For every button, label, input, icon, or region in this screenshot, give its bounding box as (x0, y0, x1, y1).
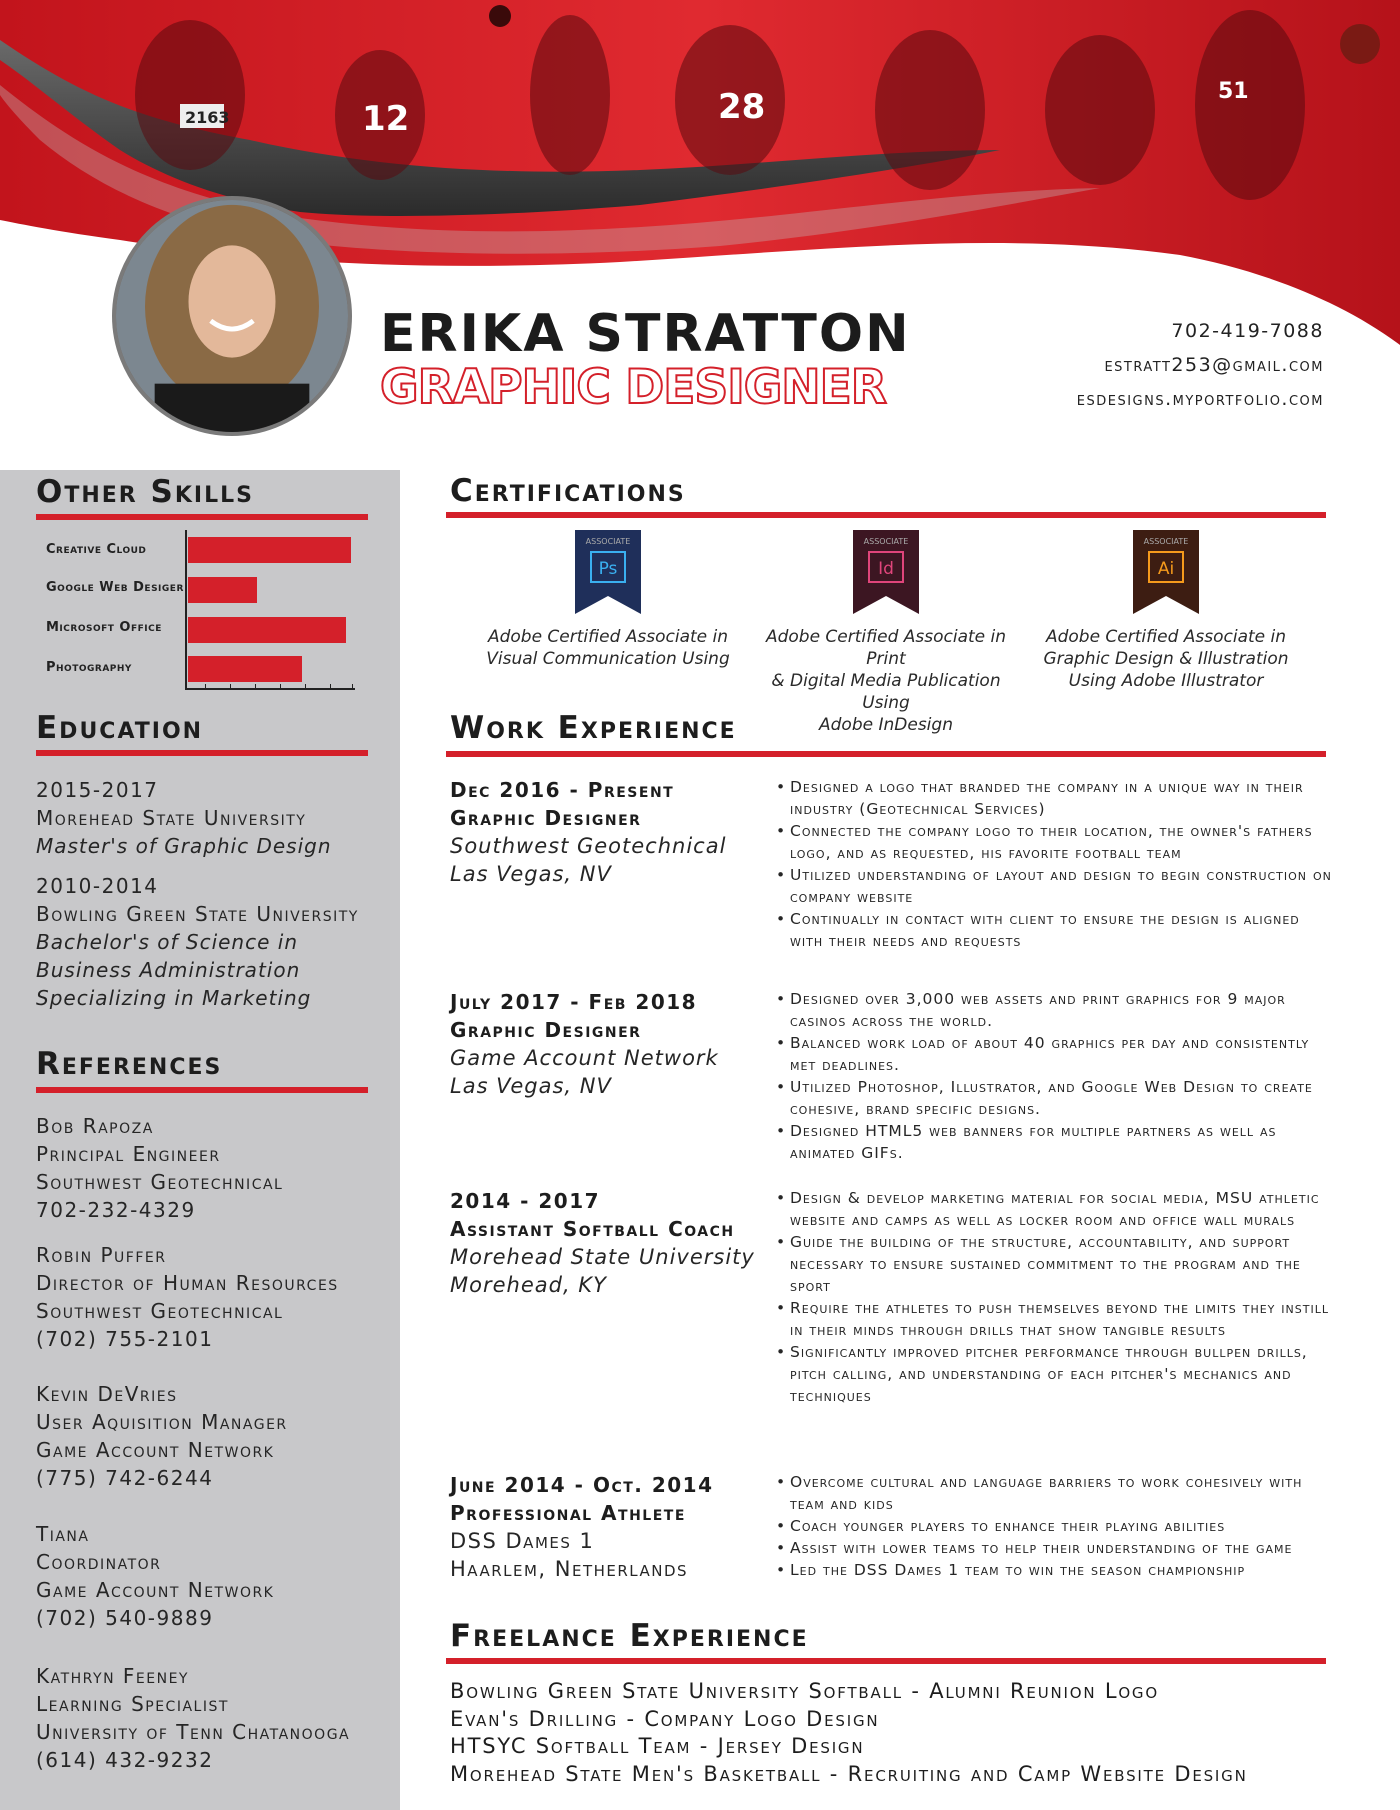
reference-role: Director of Human Resources (36, 1271, 339, 1295)
reference-entry (36, 1112, 283, 1224)
profile-photo (112, 196, 352, 436)
education-school: Bowling Green State University (36, 902, 359, 926)
athlete-hockey (875, 30, 985, 190)
skill-label: Microsoft Office (46, 620, 162, 635)
job-bullets (776, 1471, 1336, 1581)
jersey-51: 51 (1218, 79, 1249, 104)
reference-org: Game Account Network (36, 1438, 275, 1462)
freelance-rule (446, 1658, 1326, 1664)
reference-role: Coordinator (36, 1550, 162, 1574)
badge-app: Id (878, 559, 894, 579)
references-heading: References (36, 1046, 223, 1082)
reference-name: Kathryn Feeney (36, 1664, 189, 1688)
job-role: Professional Athlete (450, 1501, 686, 1525)
cert-line: Visual Communication Using (486, 649, 730, 669)
job-role: Graphic Designer (450, 1018, 642, 1042)
job-location: Morehead, KY (450, 1273, 607, 1297)
job-bullet: • Continually in contact with client to ensure the design is aligned with their needs and requests (776, 908, 1336, 952)
name-block (380, 306, 911, 414)
jersey-28: 28 (718, 87, 766, 127)
reference-org: University of Tenn Chatanooga (36, 1720, 351, 1744)
reference-phone: 702-232-4329 (36, 1198, 196, 1222)
job-bullet: • Guide the building of the structure, accountability, and support necessary to ensure sustained commitment to the program and the sport (776, 1231, 1336, 1297)
basketball-ball (1340, 24, 1380, 64)
badge-associate: ASSOCIATE (1143, 537, 1189, 546)
job-summary (450, 988, 760, 1100)
axis-tick (305, 684, 306, 689)
job-company: Morehead State University (450, 1245, 755, 1269)
skill-bar (188, 577, 257, 603)
education-years: 2010-2014 (36, 874, 159, 898)
cert-line: Adobe Certified Associate in (1045, 627, 1287, 647)
job-location: Haarlem, Netherlands (450, 1557, 689, 1581)
reference-role: Learning Specialist (36, 1692, 229, 1716)
freelance-item: HTSYC Softball Team - Jersey Design (450, 1734, 865, 1758)
job-location: Las Vegas, NV (450, 862, 612, 886)
cert-line: Using Adobe Illustrator (1068, 671, 1264, 691)
freelance-heading: Freelance Experience (450, 1618, 809, 1654)
jersey-2163: 2163 (185, 108, 230, 127)
job-bullet: • Utilized understanding of layout and design to begin construction on company website (776, 864, 1336, 908)
education-degree: Business Administration (36, 958, 301, 982)
job-bullet: • Utilized Photoshop, Illustrator, and Google Web Design to create cohesive, brand specific designs. (776, 1076, 1336, 1120)
education-degree: Specializing in Marketing (36, 986, 312, 1010)
skills-heading: Other Skills (36, 474, 254, 510)
phone-number: 702-419-7088 (1171, 320, 1324, 342)
skill-axis-vertical (185, 530, 187, 690)
job-bullets (776, 988, 1336, 1164)
job-date: Dec 2016 - Present (450, 778, 675, 802)
job-date: July 2017 - Feb 2018 (450, 990, 698, 1014)
cert-line: Adobe Certified Associate in Print (765, 627, 1007, 669)
reference-name: Robin Puffer (36, 1243, 167, 1267)
reference-name: Bob Rapoza (36, 1114, 154, 1138)
reference-phone: (702) 755-2101 (36, 1327, 214, 1351)
job-bullet: • Designed over 3,000 web assets and print graphics for 9 major casinos across the world. (776, 988, 1336, 1032)
education-entry (36, 776, 332, 860)
job-company: DSS Dames 1 (450, 1529, 595, 1553)
skill-label: Creative Cloud (46, 542, 147, 557)
athlete-runner (530, 15, 610, 175)
axis-tick (330, 684, 331, 689)
job-bullets (776, 776, 1336, 952)
work-heading: Work Experience (450, 710, 737, 746)
skills-rule (36, 514, 368, 520)
education-years: 2015-2017 (36, 778, 159, 802)
certification-id (756, 530, 1016, 736)
job-role: Assistant Softball Coach (450, 1217, 735, 1241)
job-bullet: • Overcome cultural and language barriers to work cohesively with team and kids (776, 1471, 1336, 1515)
axis-tick (230, 684, 231, 689)
photoshop-badge-icon (575, 530, 641, 614)
axis-tick (280, 684, 281, 689)
job-bullet: • Significantly improved pitcher performance through bullpen drills, pitch calling, and understanding of each pitcher's mechanics and techniques (776, 1341, 1336, 1407)
job-bullet: • Led the DSS Dames 1 team to win the season championship (776, 1559, 1336, 1581)
skill-bar (188, 656, 302, 682)
cert-line: Adobe Certified Associate in (487, 627, 729, 647)
certifications-rule (446, 512, 1326, 518)
cert-line: Graphic Design & Illustration (1043, 649, 1289, 669)
reference-org: Game Account Network (36, 1578, 275, 1602)
job-title: GRAPHIC DESIGNER (380, 360, 886, 415)
skill-label: Photography (46, 660, 132, 675)
job-role: Graphic Designer (450, 806, 642, 830)
skill-bar (188, 537, 351, 563)
badge-associate: ASSOCIATE (585, 537, 631, 546)
reference-entry (36, 1241, 339, 1353)
job-bullet: • Designed a logo that branded the company in a unique way in their industry (Geotechnical Services) (776, 776, 1336, 820)
portfolio-website[interactable]: esdesigns.myportfolio.com (1076, 388, 1324, 410)
reference-name: Kevin DeVries (36, 1382, 178, 1406)
indesign-badge-icon (853, 530, 919, 614)
axis-tick (255, 684, 256, 689)
cert-line: Adobe InDesign (819, 715, 953, 735)
freelance-item: Morehead State Men's Basketball - Recruiting and Camp Website Design (450, 1761, 1248, 1786)
education-degree: Bachelor's of Science in (36, 930, 298, 954)
email-address[interactable]: estratt253@gmail.com (1104, 354, 1324, 376)
job-company: Southwest Geotechnical (450, 834, 727, 858)
reference-phone: (775) 742-6244 (36, 1466, 214, 1490)
axis-tick (205, 684, 206, 689)
football-ball (489, 5, 511, 27)
jersey-12: 12 (362, 99, 410, 139)
reference-name: Tiana (36, 1522, 90, 1546)
freelance-item: Evan's Drilling - Company Logo Design (450, 1706, 880, 1731)
job-bullet: • Require the athletes to push themselves beyond the limits they instill in their minds through drills that show tangible results (776, 1297, 1336, 1341)
education-degree: Master's of Graphic Design (36, 834, 332, 858)
job-summary (450, 1187, 760, 1299)
work-rule (446, 751, 1326, 757)
certifications-heading: Certifications (450, 473, 686, 509)
education-rule (36, 750, 368, 756)
photo-face (189, 245, 276, 357)
reference-role: Principal Engineer (36, 1142, 221, 1166)
job-bullet: • Assist with lower teams to help their understanding of the game (776, 1537, 1336, 1559)
reference-role: User Aquisition Manager (36, 1410, 288, 1434)
education-entry (36, 872, 359, 1012)
athlete-sprinter (135, 20, 245, 170)
reference-org: Southwest Geotechnical (36, 1170, 284, 1194)
reference-org: Southwest Geotechnical (36, 1299, 284, 1323)
athlete-softball (1045, 35, 1155, 185)
job-location: Las Vegas, NV (450, 1074, 612, 1098)
job-date: 2014 - 2017 (450, 1189, 601, 1213)
certification-ai (1036, 530, 1296, 692)
reference-entry (36, 1662, 350, 1774)
illustrator-badge-icon (1133, 530, 1199, 614)
job-summary (450, 776, 760, 888)
education-heading: Education (36, 710, 204, 746)
axis-tick (352, 684, 353, 689)
athlete-basketball (1195, 10, 1305, 200)
freelance-list (450, 1678, 1248, 1788)
job-bullet: • Coach younger players to enhance their playing abilities (776, 1515, 1336, 1537)
job-date: June 2014 - Oct. 2014 (450, 1473, 714, 1497)
job-summary (450, 1471, 760, 1583)
job-bullet: • Connected the company logo to their location, the owner's fathers logo, and as requested, his favorite football team (776, 820, 1336, 864)
badge-app: Ai (1157, 559, 1175, 579)
cert-line: & Digital Media Publication Using (771, 671, 1001, 713)
job-bullet: • Balanced work load of about 40 graphics per day and consistently met deadlines. (776, 1032, 1336, 1076)
reference-entry (36, 1520, 274, 1632)
certification-ps (478, 530, 738, 670)
references-rule (36, 1087, 368, 1093)
job-company: Game Account Network (450, 1046, 719, 1070)
job-bullet: • Design & develop marketing material for social media, MSU athletic website and camps as well as locker room and office wall murals (776, 1187, 1336, 1231)
education-school: Morehead State University (36, 806, 307, 830)
job-bullet: • Designed HTML5 web banners for multiple partners as well as animated GIFs. (776, 1120, 1336, 1164)
skill-label: Google Web Desiger (46, 580, 184, 595)
reference-entry (36, 1380, 288, 1492)
skill-bar (188, 617, 346, 643)
badge-associate: ASSOCIATE (863, 537, 909, 546)
badge-app: Ps (598, 559, 618, 579)
reference-phone: (614) 432-9232 (36, 1748, 214, 1772)
job-bullets (776, 1187, 1336, 1407)
person-name: ERIKA STRATTON (380, 304, 911, 364)
contact-info (1077, 314, 1324, 416)
freelance-item: Bowling Green State University Softball - Alumni Reunion Logo (450, 1679, 1159, 1703)
reference-phone: (702) 540-9889 (36, 1606, 214, 1630)
